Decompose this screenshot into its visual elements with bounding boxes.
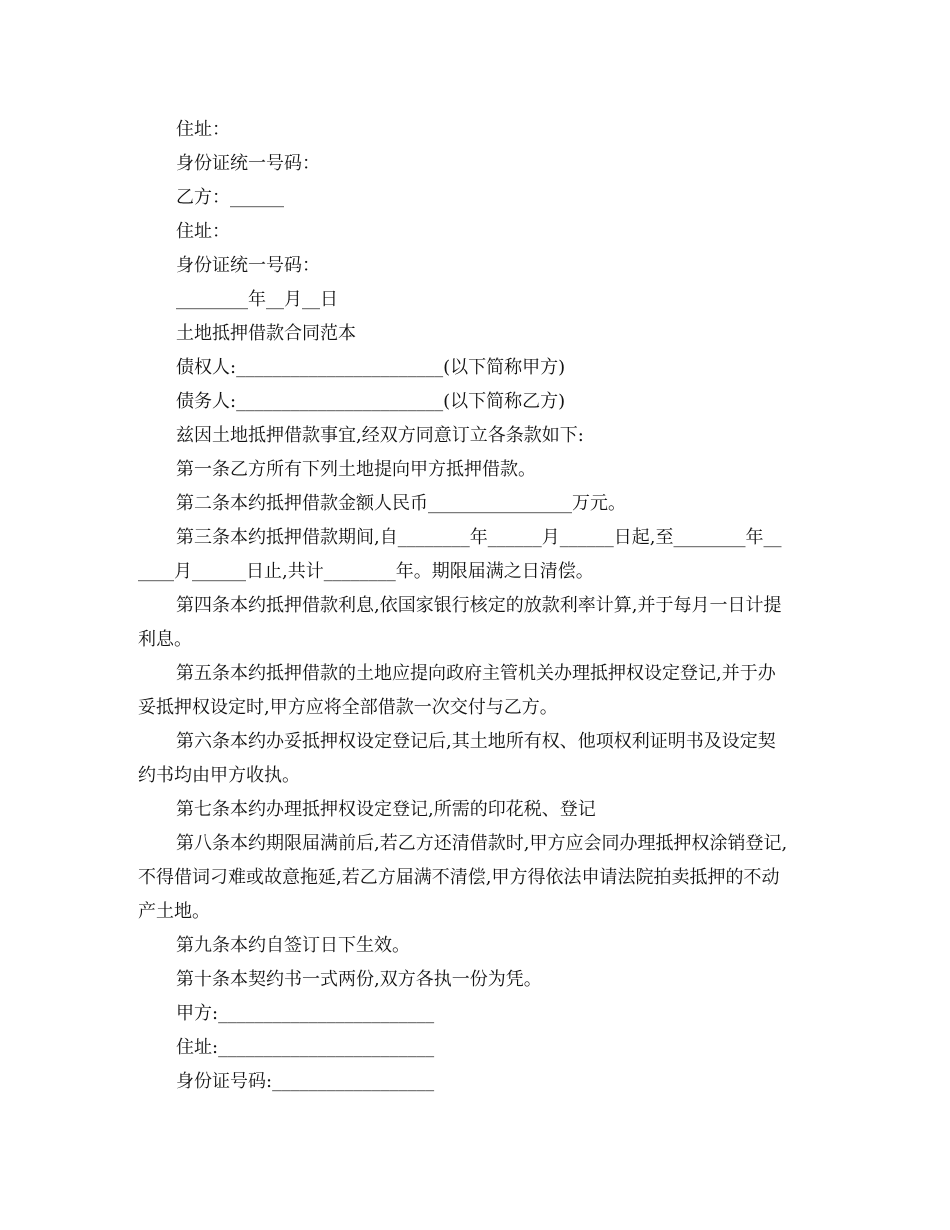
document-line: 住址： [176,221,230,242]
document-line: 身份证号码:__________________ [176,1071,435,1092]
document-line: 住址:________________________ [176,1037,435,1058]
document-line: 不得借词刁难或故意拖延,若乙方届满不清偿,甲方得依法申请法院拍卖抵押的不动 [138,867,780,888]
document-line: 第三条本约抵押借款期间,自________年______月______日起,至________年__ [176,527,782,548]
document-line: 身份证统一号码： [176,255,320,276]
document-line: 第七条本约办理抵押权设定登记,所需的印花税、登记 [176,799,596,820]
document-line: 第八条本约期限届满前后,若乙方还清借款时,甲方应会同办理抵押权涂销登记, [176,833,788,854]
document-line: 第十条本契约书一式两份,双方各执一份为凭。 [176,969,542,990]
document-body [138,113,814,1099]
document-line: 第二条本约抵押借款金额人民币________________万元。 [176,493,626,514]
document-line: 住址： [176,119,230,140]
document-line: 土地抵押借款合同范本 [176,323,356,344]
document-line: 债务人:_______________________(以下简称乙方) [176,391,566,412]
document-line: 乙方：______ [176,187,284,208]
document-line: 兹因土地抵押借款事宜,经双方同意订立各条款如下: [176,425,584,446]
document-line: 第一条乙方所有下列土地提向甲方抵押借款。 [176,459,536,480]
document-line: 妥抵押权设定时,甲方应将全部借款一次交付与乙方。 [138,697,558,718]
document-line: 第四条本约抵押借款利息,依国家银行核定的放款利率计算,并于每月一日计提 [176,595,782,616]
document-line: 第五条本约抵押借款的土地应提向政府主管机关办理抵押权设定登记,并于办 [176,663,776,684]
document-line: 利息。 [138,629,192,650]
document-line: 第九条本约自签订日下生效。 [176,935,410,956]
document-line: 约书均由甲方收执。 [138,765,300,786]
document-line: ____月______日止,共计________年。期限届满之日清偿。 [138,561,594,582]
document-line: 甲方:________________________ [176,1003,435,1024]
document-line: 第六条本约办妥抵押权设定登记后,其土地所有权、他项权利证明书及设定契 [176,731,776,752]
document-line: 债权人:_______________________(以下简称甲方) [176,357,566,378]
document-line: ________年__月__日 [176,289,338,310]
document-line: 身份证统一号码： [176,153,320,174]
document-line: 产土地。 [138,901,210,922]
